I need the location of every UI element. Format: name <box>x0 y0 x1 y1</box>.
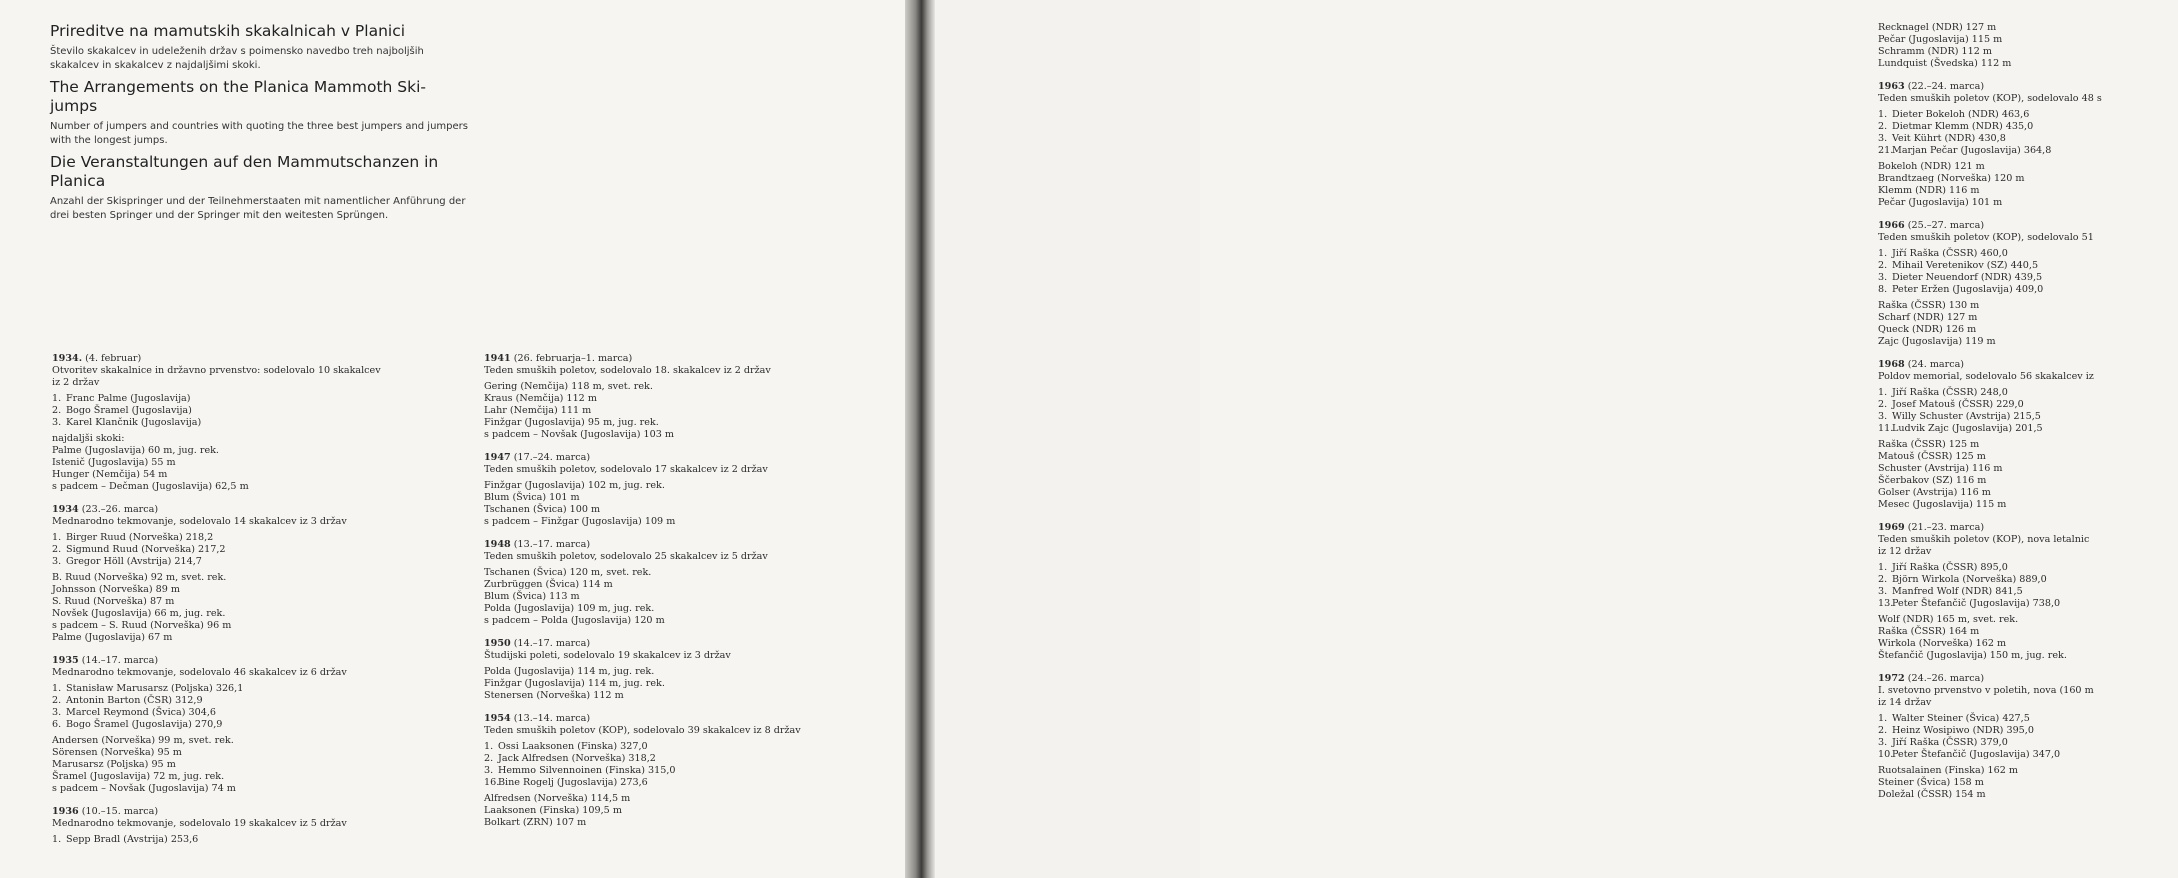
ranking-name: Antonin Barton (ČSR) 312,9 <box>66 695 203 706</box>
slovene-title: Prireditve na mamutskih skakalnicah v Planici <box>50 22 406 40</box>
longest-jump-line: Pečar (Jugoslavija) 115 m <box>1878 34 2003 45</box>
longest-jump-line: Doležal (ČSSR) 154 m <box>1878 789 1986 800</box>
longest-jump-line: Zurbrüggen (Švica) 114 m <box>484 579 613 590</box>
longest-jump-line: Raška (ČSSR) 164 m <box>1878 626 1980 637</box>
ranking-name: Bine Rogelj (Jugoslavija) 273,6 <box>498 777 648 788</box>
event-date: (13.–17. marca) <box>513 539 591 550</box>
ranking-name: Peter Štefančič (Jugoslavija) 738,0 <box>1892 598 2061 609</box>
event-block <box>1878 673 2178 801</box>
ranking-name: Stanisław Marusarsz (Poljska) 326,1 <box>66 683 244 694</box>
ranking-item <box>1878 562 2178 574</box>
ranking-place: 1. <box>52 683 62 694</box>
longest-jumps <box>1878 765 2178 801</box>
ranking-list <box>1878 387 2178 435</box>
longest-jump-line: Polda (Jugoslavija) 109 m, jug. rek. <box>484 603 655 614</box>
ranking-name: Marjan Pečar (Jugoslavija) 364,8 <box>1892 145 2052 156</box>
longest-jumps <box>484 666 894 702</box>
ranking-list <box>52 393 452 429</box>
event-year: 1936 <box>52 806 79 817</box>
ranking-place: 2. <box>1878 574 1888 585</box>
ranking-name: Manfred Wolf (NDR) 841,5 <box>1892 586 2023 597</box>
ranking-list <box>1878 248 2178 296</box>
ranking-item <box>484 741 894 753</box>
longest-jump-line: Brandtzaeg (Norveška) 120 m <box>1878 173 2025 184</box>
ranking-name: Josef Matouš (ČSSR) 229,0 <box>1892 399 2024 410</box>
longest-jump-line: najdaljši skoki: <box>52 433 125 444</box>
ranking-place: 1. <box>1878 109 1888 120</box>
longest-jump-line: Zajc (Jugoslavija) 119 m <box>1878 336 1996 347</box>
event-heading <box>52 353 452 365</box>
ranking-item <box>52 417 452 429</box>
ranking-item <box>1878 399 2178 411</box>
ranking-name: Heinz Wosipiwo (NDR) 395,0 <box>1892 725 2034 736</box>
longest-jumps <box>484 567 894 627</box>
event-heading <box>1878 673 2178 685</box>
ranking-name: Willy Schuster (Avstrija) 215,5 <box>1892 411 2041 422</box>
longest-jump-line: Sörensen (Norveška) 95 m <box>52 747 182 758</box>
longest-jump-line: Laaksonen (Finska) 109,5 m <box>484 805 622 816</box>
events-list <box>1878 81 2178 801</box>
longest-jump-line: Johnsson (Norveška) 89 m <box>52 584 181 595</box>
event-description: Teden smuških poletov (KOP), sodelovalo 51 <box>1878 232 2094 243</box>
ranking-item <box>1878 109 2178 121</box>
event-description: Mednarodno tekmovanje, sodelovalo 14 skakalcev iz 3 držav <box>52 516 347 527</box>
ranking-place: 3. <box>52 417 62 428</box>
ranking-place: 3. <box>1878 133 1888 144</box>
ranking-place: 3. <box>1878 272 1888 283</box>
event-block <box>1878 359 2178 511</box>
ranking-item <box>52 683 452 695</box>
event-date: (14.–17. marca) <box>81 655 159 666</box>
ranking-name: Björn Wirkola (Norveška) 889,0 <box>1892 574 2047 585</box>
ranking-place: 8. <box>1878 284 1888 295</box>
ranking-list <box>484 741 894 789</box>
event-date: (23.–26. marca) <box>81 504 159 515</box>
event-description: Teden smuških poletov, sodelovalo 25 skakalcev iz 5 držav <box>484 551 768 562</box>
longest-jump-line: Klemm (NDR) 116 m <box>1878 185 1980 196</box>
longest-jump-line: Queck (NDR) 126 m <box>1878 324 1977 335</box>
ranking-place: 2. <box>52 544 62 555</box>
ranking-place: 3. <box>52 707 62 718</box>
longest-jump-line: Wolf (NDR) 165 m, svet. rek. <box>1878 614 2019 625</box>
ranking-name: Sigmund Ruud (Norveška) 217,2 <box>66 544 226 555</box>
ranking-name: Karel Klančnik (Jugoslavija) <box>66 417 202 428</box>
longest-jump-line: Polda (Jugoslavija) 114 m, jug. rek. <box>484 666 655 677</box>
event-description: Otvoritev skakalnice in državno prvenstvo: sodelovalo 10 skakalcev <box>52 365 381 376</box>
right-page <box>935 0 2102 878</box>
event-heading <box>1878 359 2178 371</box>
longest-jump-line: Istenič (Jugoslavija) 55 m <box>52 457 176 468</box>
event-year: 1934. <box>52 353 83 364</box>
event-description: Mednarodno tekmovanje, sodelovalo 46 skakalcev iz 6 držav <box>52 667 347 678</box>
ranking-list <box>52 834 452 846</box>
ranking-place: 6. <box>52 719 62 730</box>
event-block <box>52 655 452 795</box>
event-year: 1941 <box>484 353 511 364</box>
event-date: (4. februar) <box>85 353 142 364</box>
longest-jump-line: s padcem – Dečman (Jugoslavija) 62,5 m <box>52 481 249 492</box>
ranking-place: 3. <box>52 556 62 567</box>
ranking-item <box>52 556 452 568</box>
ranking-name: Peter Eržen (Jugoslavija) 409,0 <box>1892 284 2044 295</box>
longest-jump-line: Gering (Nemčija) 118 m, svet. rek. <box>484 381 653 392</box>
longest-jump-line: Kraus (Nemčija) 112 m <box>484 393 597 404</box>
ranking-place: 11. <box>1878 423 1894 434</box>
longest-jump-line: Finžgar (Jugoslavija) 95 m, jug. rek. <box>484 417 659 428</box>
longest-jump-line: Blum (Švica) 101 m <box>484 492 580 503</box>
longest-jump-line: Andersen (Norveška) 99 m, svet. rek. <box>52 735 234 746</box>
event-description: Teden smuških poletov (KOP), sodelovalo 39 skakalcev iz 8 držav <box>484 725 801 736</box>
ranking-item <box>1878 713 2178 725</box>
longest-jump-line: Finžgar (Jugoslavija) 114 m, jug. rek. <box>484 678 665 689</box>
longest-jump-line: Palme (Jugoslavija) 60 m, jug. rek. <box>52 445 219 456</box>
results-column-3 <box>1878 22 2178 812</box>
longest-jump-line: Stenersen (Norveška) 112 m <box>484 690 624 701</box>
results-column-1 <box>52 353 452 857</box>
ranking-place: 2. <box>52 405 62 416</box>
ranking-item <box>484 765 894 777</box>
longest-jumps <box>1878 614 2178 662</box>
longest-jump-line: Steiner (Švica) 158 m <box>1878 777 1984 788</box>
ranking-place: 1. <box>1878 387 1888 398</box>
event-year: 1950 <box>484 638 511 649</box>
event-year: 1966 <box>1878 220 1905 231</box>
ranking-item <box>1878 284 2178 296</box>
ranking-name: Dieter Bokeloh (NDR) 463,6 <box>1892 109 2030 120</box>
event-date: (14.–17. marca) <box>513 638 591 649</box>
ranking-name: Peter Štefančič (Jugoslavija) 347,0 <box>1892 749 2061 760</box>
ranking-place: 1. <box>52 393 62 404</box>
ranking-item <box>1878 411 2178 423</box>
ranking-place: 3. <box>1878 586 1888 597</box>
ranking-place: 16. <box>484 777 500 788</box>
event-block <box>52 806 452 846</box>
longest-jump-line: Štefančič (Jugoslavija) 150 m, jug. rek. <box>1878 650 2067 661</box>
ranking-name: Jiří Raška (ČSSR) 248,0 <box>1892 387 2008 398</box>
ranking-name: Mihail Veretenikov (SZ) 440,5 <box>1892 260 2039 271</box>
longest-jump-line: Schramm (NDR) 112 m <box>1878 46 1992 57</box>
event-description: Poldov memorial, sodelovalo 56 skakalcev iz <box>1878 371 2094 382</box>
longest-jump-line: Palme (Jugoslavija) 67 m <box>52 632 173 643</box>
ranking-place: 1. <box>52 532 62 543</box>
longest-jump-line: Hunger (Nemčija) 54 m <box>52 469 168 480</box>
ranking-name: Franc Palme (Jugoslavija) <box>66 393 191 404</box>
event-date: (17.–24. marca) <box>513 452 591 463</box>
event-date: (13.–14. marca) <box>513 713 591 724</box>
longest-jump-line: s padcem – Finžgar (Jugoslavija) 109 m <box>484 516 676 527</box>
ranking-list <box>52 683 452 731</box>
ranking-name: Marcel Reymond (Švica) 304,6 <box>66 707 217 718</box>
ranking-item <box>52 393 452 405</box>
event-year: 1969 <box>1878 522 1905 533</box>
event-date: (24.–26. marca) <box>1907 673 1985 684</box>
ranking-item <box>484 777 894 789</box>
ranking-name: Dietmar Klemm (NDR) 435,0 <box>1892 121 2034 132</box>
ranking-name: Hemmo Silvennoinen (Finska) 315,0 <box>498 765 676 776</box>
longest-jump-line: Blum (Švica) 113 m <box>484 591 580 602</box>
longest-jump-line: Lundquist (Švedska) 112 m <box>1878 58 2012 69</box>
longest-jump-line: Scharf (NDR) 127 m <box>1878 312 1978 323</box>
ranking-name: Ossi Laaksonen (Finska) 327,0 <box>498 741 648 752</box>
event-block <box>484 452 894 528</box>
longest-jump-line: s padcem – S. Ruud (Norveška) 96 m <box>52 620 232 631</box>
english-text: Number of jumpers and countries with quoting the three best jumpers and jumpers with the longest jumps. <box>50 121 468 146</box>
longest-jump-line: Šramel (Jugoslavija) 72 m, jug. rek. <box>52 771 225 782</box>
ranking-name: Jiří Raška (ČSSR) 379,0 <box>1892 737 2008 748</box>
ranking-item <box>1878 598 2178 610</box>
longest-jumps <box>1878 439 2178 511</box>
ranking-item <box>1878 423 2178 435</box>
event-year: 1968 <box>1878 359 1905 370</box>
event-heading <box>52 504 452 516</box>
event-block <box>484 713 894 829</box>
slovene-text: Število skakalcev in udeleženih držav s poimensko navedbo treh najboljših skakalcev in skakalcev z najdaljšimi skoki. <box>50 46 424 71</box>
ranking-place: 3. <box>1878 411 1888 422</box>
event-year: 1963 <box>1878 81 1905 92</box>
ranking-name: Bogo Šramel (Jugoslavija) <box>66 405 192 416</box>
ranking-place: 2. <box>1878 725 1888 736</box>
event-date: (25.–27. marca) <box>1907 220 1985 231</box>
longest-jump-line: B. Ruud (Norveška) 92 m, svet. rek. <box>52 572 227 583</box>
longest-jump-line: Mesec (Jugoslavija) 115 m <box>1878 499 2007 510</box>
ranking-item <box>1878 574 2178 586</box>
longest-jump-line: Tschanen (Švica) 120 m, svet. rek. <box>484 567 652 578</box>
ranking-item <box>52 405 452 417</box>
event-block <box>484 539 894 627</box>
event-heading <box>484 638 894 650</box>
longest-jump-line: Bokeloh (NDR) 121 m <box>1878 161 1985 172</box>
ranking-place: 1. <box>484 741 494 752</box>
event-date: (22.–24. marca) <box>1907 81 1985 92</box>
ranking-item <box>1878 145 2178 157</box>
ranking-item <box>1878 272 2178 284</box>
event-date: (10.–15. marca) <box>81 806 159 817</box>
longest-jumps <box>52 433 452 493</box>
english-title: The Arrangements on the Planica Mammoth Ski-jumps <box>50 78 426 115</box>
longest-jump-line: Ruotsalainen (Finska) 162 m <box>1878 765 2018 776</box>
event-heading <box>484 452 894 464</box>
ranking-item <box>52 532 452 544</box>
ranking-name: Birger Ruud (Norveška) 218,2 <box>66 532 214 543</box>
ranking-place: 13. <box>1878 598 1894 609</box>
ranking-item <box>1878 248 2178 260</box>
longest-jumps <box>1878 161 2178 209</box>
longest-jump-line: S. Ruud (Norveška) 87 m <box>52 596 175 607</box>
longest-jump-line: Raška (ČSSR) 130 m <box>1878 300 1980 311</box>
longest-jumps <box>484 381 894 441</box>
longest-jump-line: Matouš (ČSSR) 125 m <box>1878 451 1986 462</box>
event-description: Teden smuških poletov (KOP), sodelovalo 48 s <box>1878 93 2102 104</box>
ranking-item <box>1878 260 2178 272</box>
event-description: Teden smuških poletov, sodelovalo 18. skakalcev iz 2 držav <box>484 365 771 376</box>
longest-jump-line: Finžgar (Jugoslavija) 102 m, jug. rek. <box>484 480 665 491</box>
event-heading <box>52 655 452 667</box>
ranking-name: Veit Kührt (NDR) 430,8 <box>1892 133 2006 144</box>
ranking-item <box>1878 725 2178 737</box>
event-year: 1972 <box>1878 673 1905 684</box>
longest-jump-line: Marusarsz (Poljska) 95 m <box>52 759 176 770</box>
event-block <box>52 353 452 493</box>
longest-jump-line: Pečar (Jugoslavija) 101 m <box>1878 197 2003 208</box>
german-text: Anzahl der Skispringer und der Teilnehmerstaaten mit namentlicher Anführung der drei besten Springer und der Springer mit den weitesten Sprüngen. <box>50 196 466 221</box>
ranking-name: Gregor Höll (Avstrija) 214,7 <box>66 556 202 567</box>
event-heading <box>484 353 894 365</box>
ranking-list <box>1878 562 2178 610</box>
ranking-name: Jack Alfredsen (Norveška) 318,2 <box>498 753 656 764</box>
event-description: Teden smuških poletov (KOP), nova letalnic <box>1878 534 2090 545</box>
event-heading <box>1878 220 2178 232</box>
ranking-place: 2. <box>52 695 62 706</box>
event-block <box>484 638 894 702</box>
ranking-item <box>52 544 452 556</box>
ranking-item <box>1878 586 2178 598</box>
event-date: (26. februarja–1. marca) <box>513 353 633 364</box>
longest-jumps <box>1878 300 2178 348</box>
ranking-name: Ludvik Zajc (Jugoslavija) 201,5 <box>1892 423 2043 434</box>
ranking-name: Jiří Raška (ČSSR) 460,0 <box>1892 248 2008 259</box>
left-page <box>0 0 905 878</box>
longest-jump-line: Ščerbakov (SZ) 116 m <box>1878 475 1987 486</box>
event-date: (24. marca) <box>1907 359 1965 370</box>
ranking-item <box>52 707 452 719</box>
ranking-item <box>1878 133 2178 145</box>
longest-jump-line: s padcem – Polda (Jugoslavija) 120 m <box>484 615 665 626</box>
longest-jump-line: Alfredsen (Norveška) 114,5 m <box>484 793 631 804</box>
longest-jump-line: Recknagel (NDR) 127 m <box>1878 22 1997 33</box>
event-year: 1947 <box>484 452 511 463</box>
ranking-item <box>1878 749 2178 761</box>
ranking-name: Jiří Raška (ČSSR) 895,0 <box>1892 562 2008 573</box>
longest-jump-line: s padcem – Novšak (Jugoslavija) 74 m <box>52 783 236 794</box>
results-column-2 <box>484 353 894 840</box>
ranking-place: 1. <box>52 834 62 845</box>
event-heading <box>484 713 894 725</box>
ranking-name: Dieter Neuendorf (NDR) 439,5 <box>1892 272 2043 283</box>
ranking-place: 10. <box>1878 749 1894 760</box>
ranking-list <box>1878 109 2178 157</box>
longest-jump-line: Golser (Avstrija) 116 m <box>1878 487 1991 498</box>
ranking-item <box>52 834 452 846</box>
book-gutter <box>905 0 935 878</box>
longest-jumps <box>52 735 452 795</box>
event-date: (21.–23. marca) <box>1907 522 1985 533</box>
ranking-name: Sepp Bradl (Avstrija) 253,6 <box>66 834 199 845</box>
ranking-place: 1. <box>1878 248 1888 259</box>
event-block <box>1878 522 2178 662</box>
ranking-item <box>52 695 452 707</box>
longest-jump-line: Bolkart (ZRN) 107 m <box>484 817 587 828</box>
event-year: 1948 <box>484 539 511 550</box>
ranking-place: 2. <box>1878 399 1888 410</box>
longest-jump-line: Tschanen (Švica) 100 m <box>484 504 601 515</box>
ranking-place: 2. <box>484 753 494 764</box>
event-year: 1935 <box>52 655 79 666</box>
intro <box>50 22 470 228</box>
ranking-item <box>52 719 452 731</box>
longest-jump-line: Lahr (Nemčija) 111 m <box>484 405 592 416</box>
ranking-place: 3. <box>1878 737 1888 748</box>
longest-jump-line: Schuster (Avstrija) 116 m <box>1878 463 2003 474</box>
event-heading <box>1878 81 2178 93</box>
event-heading <box>1878 522 2178 534</box>
longest-jump-line: Novšek (Jugoslavija) 66 m, jug. rek. <box>52 608 226 619</box>
ranking-item <box>1878 387 2178 399</box>
event-description: iz 14 držav <box>1878 697 1932 708</box>
event-year: 1934 <box>52 504 79 515</box>
event-description: Teden smuških poletov, sodelovalo 17 skakalcev iz 2 držav <box>484 464 768 475</box>
ranking-name: Walter Steiner (Švica) 427,5 <box>1892 713 2030 724</box>
longest-jumps <box>484 480 894 528</box>
event-description: I. svetovno prvenstvo v poletih, nova (160 m <box>1878 685 2094 696</box>
ranking-list <box>1878 713 2178 761</box>
ranking-item <box>1878 737 2178 749</box>
event-year: 1954 <box>484 713 511 724</box>
event-heading <box>484 539 894 551</box>
event-block <box>1878 220 2178 348</box>
longest-jump-line: Raška (ČSSR) 125 m <box>1878 439 1980 450</box>
ranking-list <box>52 532 452 568</box>
event-description: iz 12 držav <box>1878 546 1932 557</box>
event-description: Študijski poleti, sodelovalo 19 skakalcev iz 3 držav <box>484 650 731 661</box>
event-block <box>484 353 894 441</box>
ranking-place: 3. <box>484 765 494 776</box>
ranking-item <box>1878 121 2178 133</box>
ranking-place: 1. <box>1878 562 1888 573</box>
continued-longest-jumps <box>1878 22 2178 70</box>
event-description: Mednarodno tekmovanje, sodelovalo 19 skakalcev iz 5 držav <box>52 818 347 829</box>
ranking-place: 2. <box>1878 260 1888 271</box>
longest-jump-line: Wirkola (Norveška) 162 m <box>1878 638 2007 649</box>
ranking-place: 21. <box>1878 145 1894 156</box>
event-block <box>1878 81 2178 209</box>
event-description: iz 2 držav <box>52 377 100 388</box>
ranking-item <box>484 753 894 765</box>
ranking-place: 2. <box>1878 121 1888 132</box>
event-heading <box>52 806 452 818</box>
german-title: Die Veranstaltungen auf den Mammutschanzen in Planica <box>50 153 439 190</box>
longest-jump-line: s padcem – Novšak (Jugoslavija) 103 m <box>484 429 674 440</box>
longest-jumps <box>52 572 452 644</box>
event-block <box>52 504 452 644</box>
ranking-name: Bogo Šramel (Jugoslavija) 270,9 <box>66 719 223 730</box>
ranking-place: 1. <box>1878 713 1888 724</box>
longest-jumps <box>484 793 894 829</box>
